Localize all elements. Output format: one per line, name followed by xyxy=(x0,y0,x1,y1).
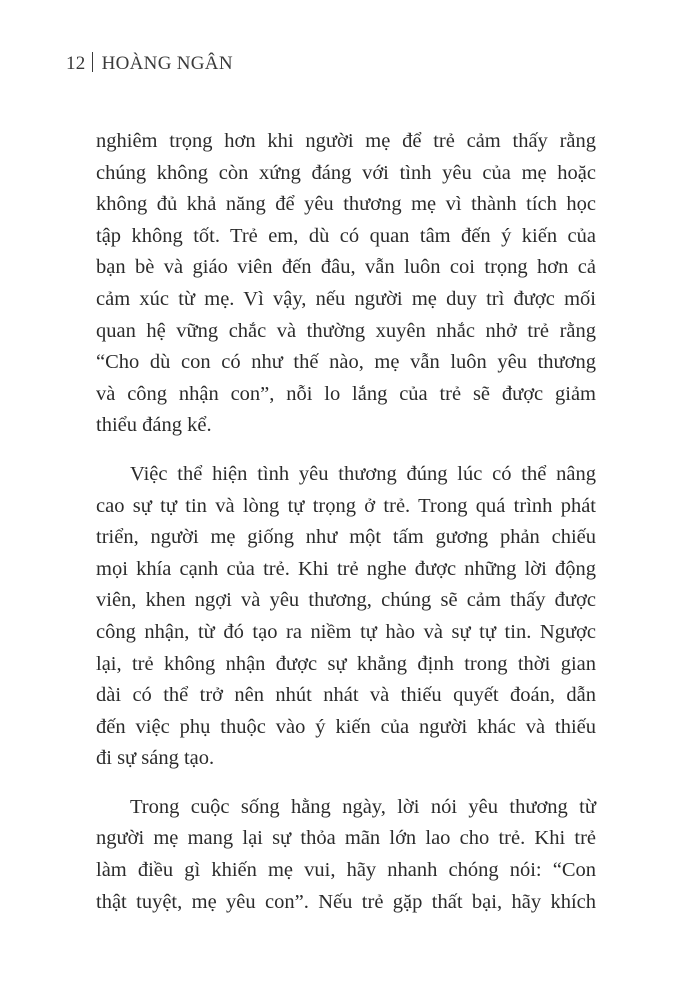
text-line: chúng không còn xứng đáng với tình yêu của mẹ hoặc xyxy=(96,161,596,184)
text-line: đến việc phụ thuộc vào ý kiến của người khác và thiếu xyxy=(96,715,596,738)
text-line: thật tuyệt, mẹ yêu con”. Nếu trẻ gặp thất bại, hãy khích xyxy=(96,890,596,913)
text-line: và công nhận con”, nỗi lo lắng của trẻ sẽ được giảm xyxy=(96,382,596,405)
paragraph-2 xyxy=(96,459,596,775)
text-line: cao sự tự tin và lòng tự trọng ở trẻ. Trong quá trình phát xyxy=(96,494,596,517)
text-line: lại, trẻ không nhận được sự khẳng định trong thời gian xyxy=(96,652,596,675)
text-line: bạn bè và giáo viên đến đâu, vẫn luôn coi trọng hơn cả xyxy=(96,256,596,279)
text-line: viên, khen ngợi và yêu thương, chúng sẽ cảm thấy được xyxy=(96,589,596,612)
header-separator xyxy=(92,52,93,72)
text-line: đi sự sáng tạo. xyxy=(96,747,215,770)
text-line: công nhận, từ đó tạo ra niềm tự hào và sự tự tin. Ngược xyxy=(96,620,596,643)
text-line: người mẹ mang lại sự thỏa mãn lớn lao cho trẻ. Khi trẻ xyxy=(96,827,596,850)
text-line: làm điều gì khiến mẹ vui, hãy nhanh chóng nói: “Con xyxy=(96,859,596,882)
text-line: quan hệ vững chắc và thường xuyên nhắc nhở trẻ rằng xyxy=(96,319,596,342)
text-line: Trong cuộc sống hằng ngày, lời nói yêu thương từ xyxy=(130,795,596,818)
running-header xyxy=(66,52,233,75)
text-line: tập không tốt. Trẻ em, dù có quan tâm đến ý kiến của xyxy=(96,224,596,247)
text-line: dài có thể trở nên nhút nhát và thiếu quyết đoán, dẫn xyxy=(96,684,596,707)
paragraph-1 xyxy=(96,126,596,442)
text-line: nghiêm trọng hơn khi người mẹ để trẻ cảm thấy rằng xyxy=(96,130,596,152)
text-line: không đủ khả năng để yêu thương mẹ vì thành tích học xyxy=(96,193,596,216)
author-name: HOÀNG NGÂN xyxy=(101,53,233,74)
text-line: mọi khía cạnh của trẻ. Khi trẻ nghe được những lời động xyxy=(96,557,596,580)
paragraph-3 xyxy=(96,792,596,918)
text-line: thiểu đáng kể. xyxy=(96,414,212,437)
text-line: “Cho dù con có như thế nào, mẹ vẫn luôn yêu thương xyxy=(96,351,596,374)
text-line: triển, người mẹ giống như một tấm gương phản chiếu xyxy=(96,526,596,549)
text-line: cảm xúc từ mẹ. Vì vậy, nếu người mẹ duy trì được mối xyxy=(96,287,596,310)
body-text xyxy=(96,126,596,918)
text-line: Việc thể hiện tình yêu thương đúng lúc có thể nâng xyxy=(130,462,596,485)
page-number: 12 xyxy=(66,53,86,74)
